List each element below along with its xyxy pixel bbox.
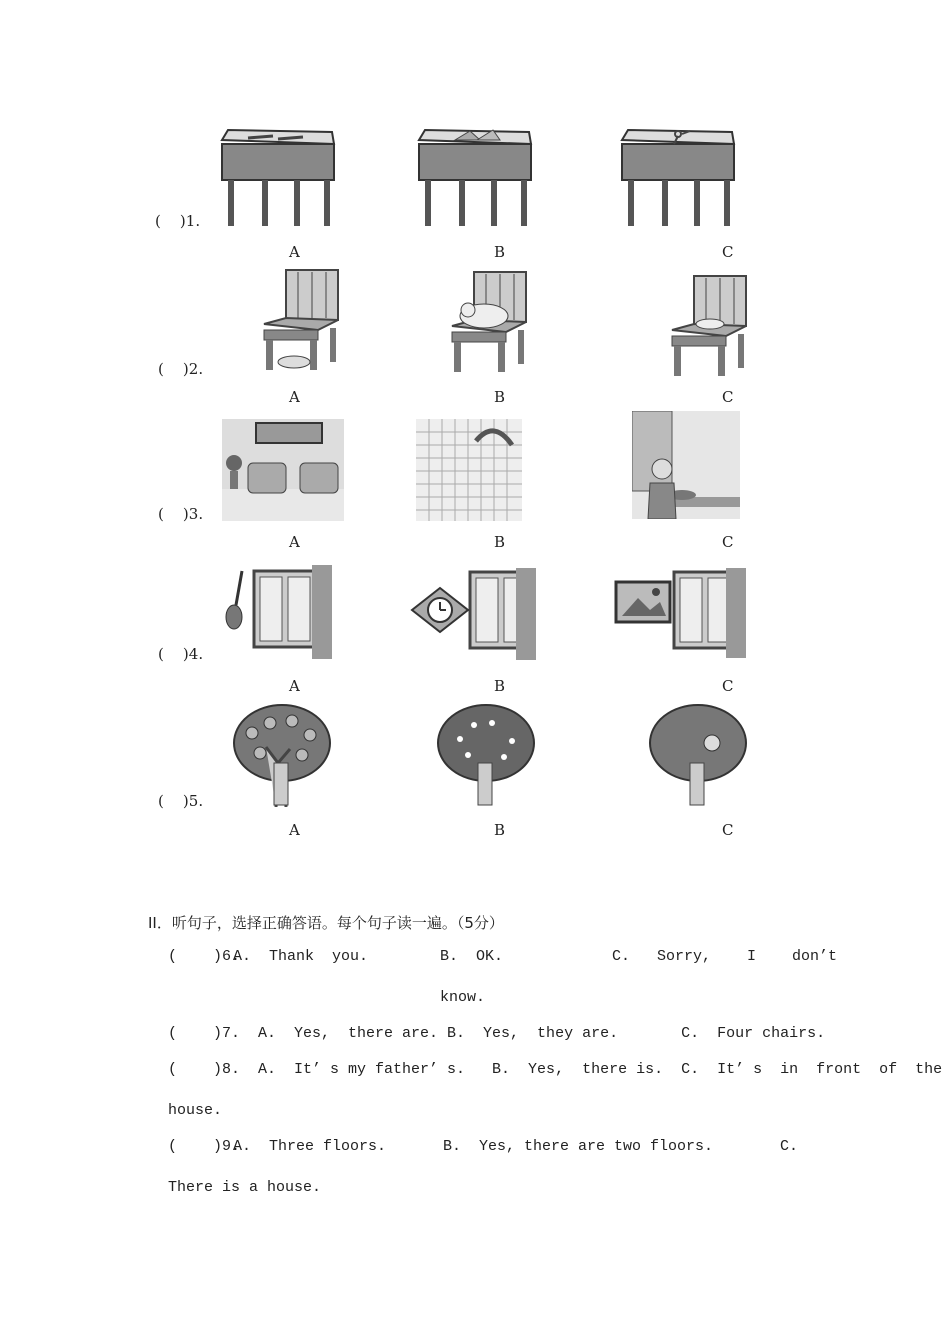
tree-bird-picture — [646, 703, 750, 807]
clock-window-picture — [410, 568, 540, 662]
question-7-text: ( )7. A. Yes, there are. B. Yes, they are. C. Four chairs. — [168, 1025, 826, 1042]
question-6-option-a: A. Thank you. — [233, 948, 369, 965]
bathroom-shower-picture — [416, 419, 522, 521]
option-a-5: A — [289, 821, 300, 839]
option-c-2: C — [722, 388, 734, 406]
kitchen-woman-picture — [632, 411, 740, 519]
guitar-window-picture — [220, 565, 336, 659]
option-b-4: B — [494, 677, 506, 695]
desk-scissors-picture — [618, 128, 740, 228]
option-c-1: C — [722, 243, 734, 261]
option-b-5: B — [494, 821, 506, 839]
question-1-label: ( )1. — [155, 212, 201, 230]
option-a-4: A — [289, 677, 300, 695]
chair-cat-under-picture — [258, 268, 344, 372]
section-2-title: II．听句子，选择正确答语。每个句子读一遍。（5分） — [148, 914, 504, 932]
option-a-1: A — [289, 243, 300, 261]
question-5-label: ( )5. — [158, 792, 204, 810]
question-3-label: ( )3. — [158, 505, 204, 523]
question-6-label: ( )6. — [168, 948, 241, 965]
flower-tree-picture — [434, 703, 538, 807]
option-c-3: C — [722, 533, 734, 551]
painting-window-picture — [614, 568, 748, 660]
chair-plate-on-picture — [666, 274, 752, 378]
question-8-continuation: house. — [168, 1102, 223, 1119]
question-9-continuation: There is a house. — [168, 1179, 322, 1196]
option-c-5: C — [722, 821, 734, 839]
question-9-option-a: A. Three floors. — [233, 1138, 387, 1155]
question-2-label: ( )2. — [158, 360, 204, 378]
option-a-3: A — [289, 533, 300, 551]
question-4-label: ( )4. — [158, 645, 204, 663]
desk-pencils-picture — [218, 128, 338, 228]
apple-tree-picture — [230, 703, 334, 807]
question-9-label: ( )9. — [168, 1138, 241, 1155]
option-b-1: B — [494, 243, 506, 261]
question-6-continuation: know. — [440, 989, 486, 1006]
option-a-2: A — [289, 388, 300, 406]
question-8-text: ( )8. A. It’ s my father’ s. B. Yes, there is. C. It’ s in front of the — [168, 1061, 943, 1078]
question-9-option-b: B. Yes, there are two floors. — [443, 1138, 714, 1155]
desk-books-picture — [415, 128, 535, 228]
living-room-picture — [222, 419, 344, 521]
chair-cat-on-picture — [446, 270, 532, 374]
option-c-4: C — [722, 677, 734, 695]
question-6-option-c: C. Sorry, I don’t — [612, 948, 838, 965]
question-6-option-b: B. OK. — [440, 948, 504, 965]
option-b-2: B — [494, 388, 506, 406]
question-9-option-c: C. — [780, 1138, 799, 1155]
option-b-3: B — [494, 533, 506, 551]
